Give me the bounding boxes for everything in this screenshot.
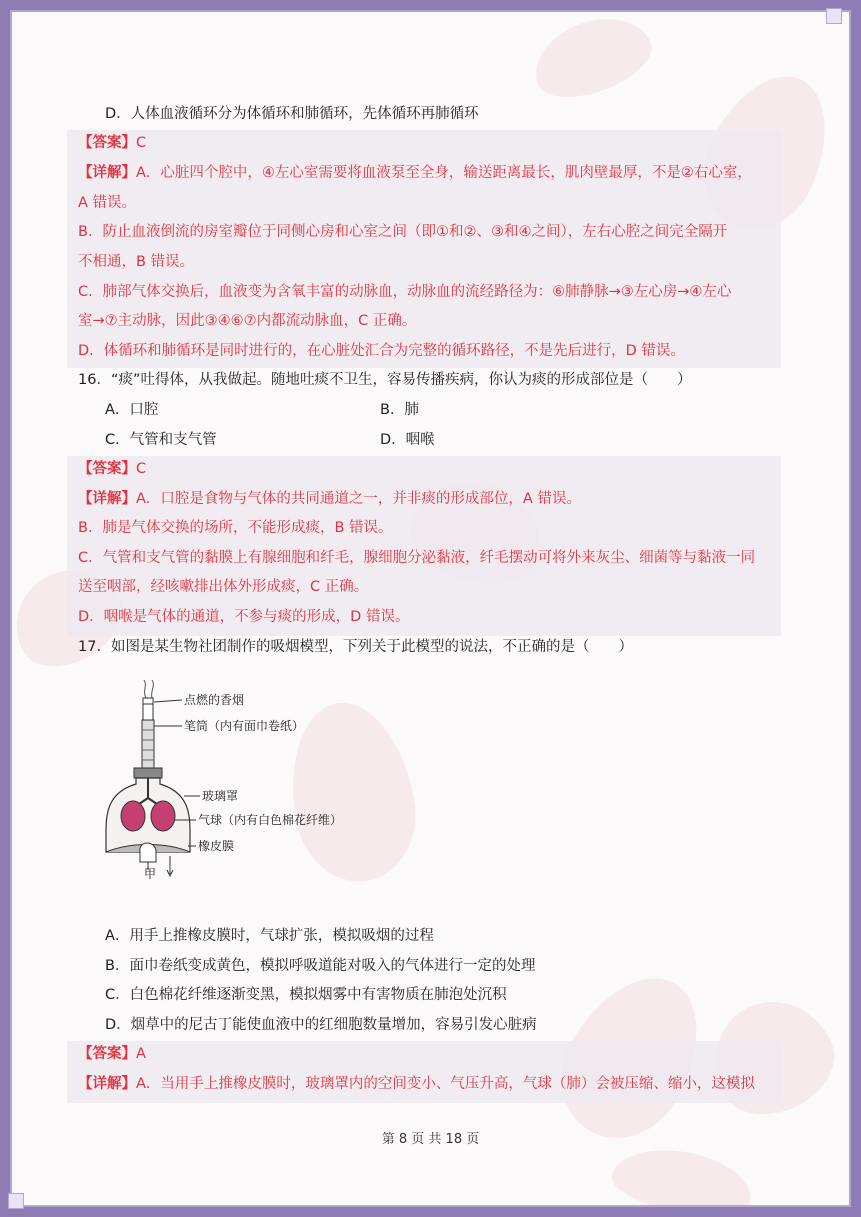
- q16-detail-line: [78, 489, 581, 509]
- smoking-model-figure: [100, 680, 380, 880]
- q16-option-d: D．咽喉: [380, 432, 435, 448]
- q15-detail-line: [78, 163, 752, 183]
- answer-value: C: [136, 461, 147, 477]
- q17-option-b: B．面巾卷纸变成黄色，模拟呼吸道能对吸入的气体进行一定的处理: [105, 958, 536, 974]
- q16-option-c: C．气管和支气管: [105, 432, 217, 448]
- q15-detail-line: D．体循环和肺循环是同时进行的，在心脏处汇合为完整的循环路径，不是先后进行，D 错误。: [78, 343, 685, 359]
- q16-stem: 16．“痰”吐得体，从我做起。随地吐痰不卫生，容易传播疾病，你认为痰的形成部位是（ ）: [78, 372, 692, 388]
- detail-text: A．口腔是食物与气体的共同通道之一，并非痰的形成部位，A 错误。: [136, 491, 581, 507]
- corner-ornament: [8, 1193, 24, 1209]
- figure-label-hand: 甲: [144, 867, 157, 880]
- detail-text: A．当用手上推橡皮膜时，玻璃罩内的空间变小、气压升高，气球（肺）会被压缩、缩小，这模拟: [136, 1076, 755, 1092]
- page-number: 第 8 页 共 18 页: [381, 1132, 480, 1147]
- q16-option-a: A．口腔: [105, 402, 159, 418]
- q16-answer: [78, 459, 146, 479]
- q15-answer: [78, 133, 146, 153]
- q17-detail-line: [78, 1074, 755, 1094]
- detail-tag: 【详解】: [78, 491, 136, 507]
- detail-text: A．心脏四个腔中，④左心室需要将血液泵至全身，输送距离最长，肌肉壁最厚，不是②右心室，: [136, 165, 752, 181]
- q15-detail-line: B．防止血液倒流的房室瓣位于同侧心房和心室之间（即①和②、③和④之间），左右心腔之间完全隔开: [78, 224, 728, 240]
- q16-option-b: B．肺: [380, 402, 419, 418]
- q15-option-d: D．人体血液循环分为体循环和肺循环，先体循环再肺循环: [105, 106, 479, 122]
- q17-option-d: D．烟草中的尼古丁能使血液中的红细胞数量增加，容易引发心脏病: [105, 1017, 537, 1033]
- q15-detail-line: C．肺部气体交换后，血液变为含氧丰富的动脉血，动脉血的流经路径为：⑥肺静脉→③左心房→④左心: [78, 284, 732, 300]
- answer-value: A: [136, 1046, 146, 1062]
- detail-tag: 【详解】: [78, 165, 136, 181]
- q17-option-c: C．白色棉花纤维逐渐变黑，模拟烟雾中有害物质在肺泡处沉积: [105, 987, 507, 1003]
- figure-label-balloon: 气球（内有白色棉花纤维）: [198, 813, 343, 827]
- q16-detail-line: B．肺是气体交换的场所，不能形成痰，B 错误。: [78, 520, 393, 536]
- q15-detail-line: A 错误。: [78, 195, 137, 211]
- q16-detail-line: D．咽喉是气体的通道，不参与痰的形成，D 错误。: [78, 609, 410, 625]
- figure-label-tube: 笔筒（内有面巾卷纸）: [184, 719, 305, 733]
- answer-tag: 【答案】: [78, 135, 136, 151]
- q17-stem: 17．如图是某生物社团制作的吸烟模型，下列关于此模型的说法，不正确的是（ ）: [78, 639, 633, 655]
- q15-detail-line: 室→⑦主动脉，因此③④⑥⑦内都流动脉血，C 正确。: [78, 313, 417, 329]
- figure-label-membrane: 橡皮膜: [198, 839, 235, 853]
- answer-tag: 【答案】: [78, 1046, 136, 1062]
- q17-option-a: A．用手上推橡皮膜时，气球扩张，模拟吸烟的过程: [105, 928, 434, 944]
- detail-tag: 【详解】: [78, 1076, 136, 1092]
- q17-answer: [78, 1044, 146, 1064]
- q16-detail-line: 送至咽部，经咳嗽排出体外形成痰，C 正确。: [78, 579, 369, 595]
- decor-petal: [608, 1140, 756, 1207]
- q16-detail-line: C．气管和支气管的黏膜上有腺细胞和纤毛，腺细胞分泌黏液，纤毛摆动可将外来灰尘、细菌等与黏液一同: [78, 550, 756, 566]
- figure-label-cigarette: 点燃的香烟: [184, 693, 245, 707]
- decor-petal: [524, 10, 661, 110]
- answer-value: C: [136, 135, 147, 151]
- figure-label-jar: 玻璃罩: [202, 789, 239, 803]
- q15-detail-line: 不相通，B 错误。: [78, 254, 195, 270]
- answer-tag: 【答案】: [78, 461, 136, 477]
- corner-ornament: [826, 8, 842, 24]
